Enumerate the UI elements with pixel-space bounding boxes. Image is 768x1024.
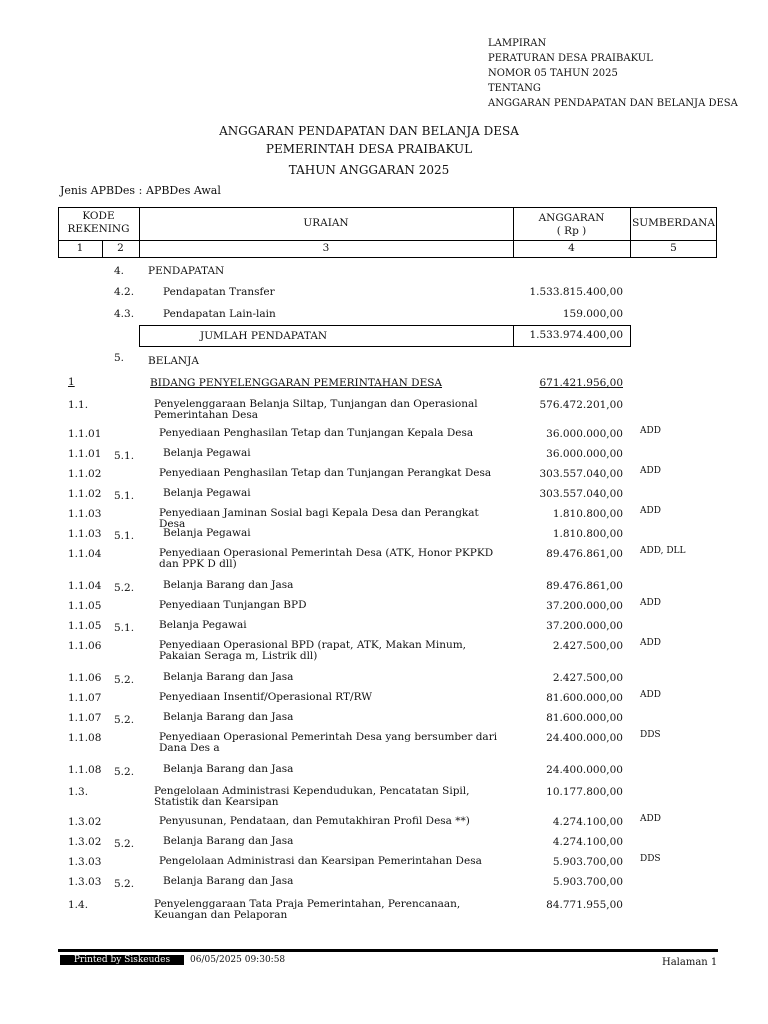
row-uraian: Penyelenggaraan Tata Praja Pemerintahan, Perencanaan, Keuangan dan Pelaporan [154,898,461,921]
row-sumberdana: ADD [640,638,661,648]
row-kode-1: 1.3.02 [68,836,102,848]
pendapatan-code: 4. [114,265,125,277]
row-kode-1: 1.4. [68,899,89,911]
row-anggaran: 36.000.000,00 [546,428,623,440]
row-kode-2: 5.1. [114,530,135,542]
row-anggaran: 1.810.800,00 [552,528,623,540]
row-uraian: Belanja Pegawai [163,487,251,499]
page-number: Halaman 1 [662,957,718,968]
row-kode-1: 1.1.05 [68,600,102,612]
row-anggaran: 24.400.000,00 [546,732,623,744]
row-kode-1: 1.1.03 [68,508,102,520]
header-line: TENTANG [488,83,541,94]
row-kode-1: 1.1.06 [68,640,102,652]
jumlah-pendapatan-label: JUMLAH PENDAPATAN [200,330,328,342]
row-kode-1: 1.1.04 [68,580,102,592]
jenis-apbdes-label: Jenis APBDes : [60,184,143,197]
pendapatan-row-label: Pendapatan Lain-lain [163,308,276,320]
row-kode-2: 5.2. [114,714,135,726]
row-kode-2: 5.2. [114,878,135,890]
row-anggaran: 1.810.800,00 [552,508,623,520]
pendapatan-row-code: 4.3. [114,308,135,320]
row-uraian: Penyediaan Penghasilan Tetap dan Tunjangan Kepala Desa [159,427,474,439]
header-col-5: 5 [670,242,677,254]
row-uraian: Belanja Barang dan Jasa [163,875,294,887]
bidang-label: BIDANG PENYELENGGARAN PEMERINTAHAN DESA [150,377,443,389]
belanja-label: BELANJA [148,355,199,367]
header-sumberdana: SUMBERDANA [632,217,715,229]
row-uraian: Belanja Pegawai [163,447,251,459]
row-anggaran: 303.557.040,00 [539,468,623,480]
row-kode-2: 5.1. [114,622,135,634]
row-kode-1: 1.1.04 [68,548,102,560]
header-rp: ( Rp ) [556,225,587,237]
row-sumberdana: ADD [640,426,661,436]
header-kode-rekening: KODE REKENING [67,210,130,235]
row-uraian: Belanja Pegawai [159,619,247,631]
row-sumberdana: DDS [640,854,661,864]
header-uraian: URAIAN [303,217,349,229]
row-uraian: Penyediaan Insentif/Operasional RT/RW [159,691,373,703]
header-col-4: 4 [568,242,575,254]
pendapatan-row-amount: 1.533.815.400,00 [529,286,623,298]
header-line: ANGGARAN PENDAPATAN DAN BELANJA DESA [488,98,738,109]
row-kode-2: 5.2. [114,582,135,594]
header-anggaran: ANGGARAN [538,212,605,224]
row-uraian: Belanja Barang dan Jasa [163,711,294,723]
row-anggaran: 5.903.700,00 [552,876,623,888]
row-kode-1: 1.3.02 [68,816,102,828]
row-anggaran: 303.557.040,00 [539,488,623,500]
row-kode-1: 1.1.01 [68,448,102,460]
row-kode-2: 5.2. [114,838,135,850]
row-kode-1: 1.3. [68,786,89,798]
row-anggaran: 84.771.955,00 [546,899,623,911]
row-uraian: Penyediaan Tunjangan BPD [159,599,307,611]
header-line: PERATURAN DESA PRAIBAKUL [488,53,653,64]
row-uraian: Belanja Barang dan Jasa [163,579,294,591]
row-kode-1: 1.3.03 [68,876,102,888]
row-kode-1: 1.1.02 [68,468,102,480]
header-line: LAMPIRAN [488,38,547,49]
row-uraian: Penyediaan Jaminan Sosial bagi Kepala Desa dan Perangkat Desa [159,507,479,530]
row-anggaran: 81.600.000,00 [546,692,623,704]
row-uraian: Belanja Barang dan Jasa [163,835,294,847]
row-sumberdana: ADD [640,466,661,476]
belanja-code: 5. [114,352,125,364]
row-sumberdana: ADD [640,814,661,824]
row-anggaran: 5.903.700,00 [552,856,623,868]
row-uraian: Penyediaan Operasional BPD (rapat, ATK, Makan Minum, Pakaian Seraga m, Listrik dll) [159,639,467,662]
row-uraian: Penyelenggaraan Belanja Siltap, Tunjangan dan Operasional Pemerintahan Desa [154,398,478,421]
header-col-2: 2 [117,242,124,254]
printed-by: Printed by Siskeudes [60,955,184,965]
row-kode-2: 5.2. [114,674,135,686]
print-datetime: 06/05/2025 09:30:58 [190,955,286,965]
jenis-apbdes-value: APBDes Awal [146,184,221,197]
row-uraian: Penyediaan Penghasilan Tetap dan Tunjangan Perangkat Desa [159,467,492,479]
pendapatan-row-label: Pendapatan Transfer [163,286,275,298]
doc-title-line2: PEMERINTAH DESA PRAIBAKUL [265,142,473,156]
row-kode-1: 1.1.02 [68,488,102,500]
row-kode-2: 5.1. [114,490,135,502]
row-kode-1: 1.1.01 [68,428,102,440]
row-uraian: Penyediaan Operasional Pemerintah Desa (ATK, Honor PKPKD dan PPK D dll) [159,547,494,570]
row-uraian: Pengelolaan Administrasi Kependudukan, Pencatatan Sipil, Statistik dan Kearsipan [154,785,470,808]
row-uraian: Pengelolaan Administrasi dan Kearsipan Pemerintahan Desa [159,855,482,867]
row-uraian: Belanja Barang dan Jasa [163,671,294,683]
row-anggaran: 4.274.100,00 [552,816,623,828]
row-anggaran: 36.000.000,00 [546,448,623,460]
row-anggaran: 37.200.000,00 [546,620,623,632]
pendapatan-row-amount: 159.000,00 [562,308,623,320]
row-anggaran: 24.400.000,00 [546,764,623,776]
header-col-1: 1 [76,242,84,254]
row-anggaran: 576.472.201,00 [539,399,623,411]
row-anggaran: 81.600.000,00 [546,712,623,724]
row-sumberdana: ADD [640,598,661,608]
row-uraian: Penyediaan Operasional Pemerintah Desa yang bersumber dari Dana Des a [159,731,498,754]
row-anggaran: 89.476.861,00 [546,548,623,560]
row-kode-1: 1.1.05 [68,620,102,632]
row-kode-1: 1.1. [68,399,89,411]
doc-title-line3: TAHUN ANGGARAN 2025 [288,163,450,177]
row-sumberdana: DDS [640,730,661,740]
row-kode-2: 5.2. [114,766,135,778]
row-kode-2: 5.1. [114,450,135,462]
pendapatan-label: PENDAPATAN [148,265,225,277]
row-sumberdana: ADD [640,506,661,516]
doc-title-line1: ANGGARAN PENDAPATAN DAN BELANJA DESA [219,124,519,138]
row-kode-1: 1.1.08 [68,732,102,744]
row-anggaran: 4.274.100,00 [552,836,623,848]
row-kode-1: 1.1.07 [68,712,102,724]
row-anggaran: 89.476.861,00 [546,580,623,592]
row-kode-1: 1.1.06 [68,672,102,684]
pendapatan-row-code: 4.2. [114,286,135,298]
row-uraian: Penyusunan, Pendataan, dan Pemutakhiran Profil Desa **) [159,815,470,827]
jumlah-pendapatan-amount: 1.533.974.400,00 [529,329,623,341]
row-uraian: Belanja Pegawai [163,527,251,539]
lampiran-header [488,36,738,111]
header-col-3: 3 [322,242,330,254]
row-anggaran: 10.177.800,00 [546,786,623,798]
row-uraian: Belanja Barang dan Jasa [163,763,294,775]
row-kode-1: 1.1.03 [68,528,102,540]
row-kode-1: 1.3.03 [68,856,102,868]
row-anggaran: 2.427.500,00 [552,640,623,652]
row-kode-1: 1.1.08 [68,764,102,776]
bidang-code: 1 [68,376,75,388]
row-anggaran: 37.200.000,00 [546,600,623,612]
row-sumberdana: ADD, DLL [640,546,686,556]
row-anggaran: 2.427.500,00 [552,672,623,684]
header-line: NOMOR 05 TAHUN 2025 [488,68,618,79]
row-kode-1: 1.1.07 [68,692,102,704]
row-sumberdana: ADD [640,690,661,700]
bidang-amount: 671.421.956,00 [539,377,623,389]
footer-rule [58,949,718,952]
header-divider [58,240,717,241]
